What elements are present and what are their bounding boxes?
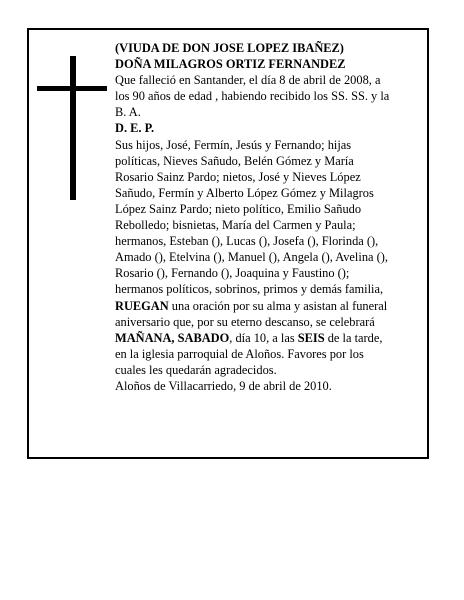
funeral-time-tail: de la tarde, (324, 330, 383, 345)
family-line: Rebolledo; bisnietas, María del Carmen y Paula; (115, 218, 356, 233)
funeral-date: , día 10, a las (229, 330, 298, 345)
family-line: Amado (), Etelvina (), Manuel (), Angela (), Avelina (), (115, 250, 388, 265)
family-line: políticas, Nieves Sañudo, Belén Gómez y María (115, 153, 354, 168)
family-line: López Sainz Pardo; nieto político, Emilio Sañudo (115, 201, 362, 216)
notice-text (115, 40, 421, 394)
death-details-line: B. A. (115, 105, 141, 120)
family-line: hermanos políticos, sobrinos, primos y demás familia, (115, 282, 384, 297)
family-line: Rosario (), Fernando (), Joaquina y Faustino (); (115, 266, 350, 281)
family-line: hermanos, Esteban (), Lucas (), Josefa (), Florinda (), (115, 234, 379, 249)
request-line (115, 330, 421, 346)
family-line: Sus hijos, José, Fermín, Jesús y Fernando; hijas (115, 137, 352, 152)
request-line: aniversario que, por su eterno descanso, se celebrará (115, 314, 375, 329)
family-line: Rosario Sainz Pardo; nietos, José y Nieves López (115, 169, 361, 184)
ruegan-label: RUEGAN (115, 298, 169, 313)
death-details-line: los 90 años de edad , habiendo recibido los SS. SS. y la (115, 89, 390, 104)
death-details-line: Que falleció en Santander, el día 8 de abril de 2008, a (115, 73, 381, 88)
cross-icon-bar (37, 86, 107, 91)
rip-label: D. E. P. (115, 121, 155, 136)
cross-icon (70, 56, 76, 200)
widow-header: (VIUDA DE DON JOSE LOPEZ IBAÑEZ) (115, 41, 344, 55)
request-line (115, 298, 421, 314)
obituary-notice (27, 28, 429, 459)
request-line: en la iglesia parroquial de Aloños. Favores por los (115, 346, 364, 361)
dateline: Aloños de Villacarriedo, 9 de abril de 2010. (115, 378, 332, 393)
family-line: Sañudo, Fermín y Alberto López Gómez y Milagros (115, 185, 374, 200)
request-line: cuales les quedarán agradecidos. (115, 362, 277, 377)
deceased-name: DOÑA MILAGROS ORTIZ FERNANDEZ (115, 57, 346, 72)
funeral-hour: SEIS (297, 330, 325, 345)
funeral-day: MAÑANA, SABADO (115, 330, 230, 345)
request-text: una oración por su alma y asistan al funeral (168, 298, 388, 313)
